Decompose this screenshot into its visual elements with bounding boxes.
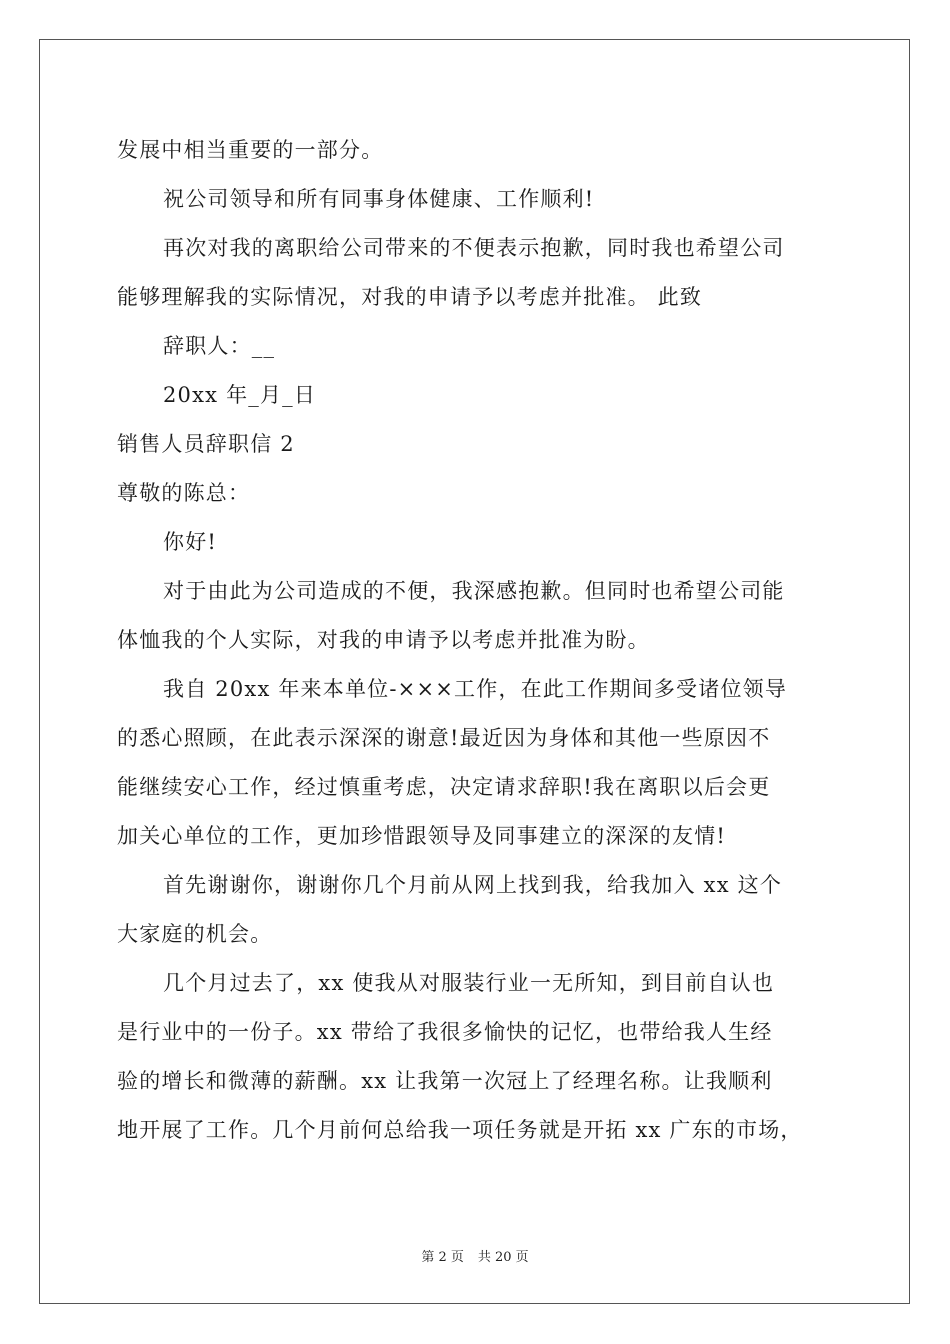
text-line: 的悉心照顾，在此表示深深的谢意!最近因为身体和其他一些原因不 — [117, 726, 771, 750]
text-line: 我自 20xx 年来本单位-×××工作，在此工作期间多受诸位领导 — [163, 677, 788, 701]
text-line: 首先谢谢你，谢谢你几个月前从网上找到我，给我加入 xx 这个 — [163, 873, 783, 897]
text-line: 地开展了工作。几个月前何总给我一项任务就是开拓 xx 广东的市场， — [117, 1118, 803, 1142]
page-number: 第 2 页 — [421, 1250, 464, 1265]
text-line: 体恤我的个人实际，对我的申请予以考虑并批准为盼。 — [117, 628, 650, 652]
document-body — [117, 126, 833, 1155]
text-line: 能够理解我的实际情况，对我的申请予以考虑并批准。 此致 — [117, 285, 703, 309]
text-line: 加关心单位的工作，更加珍惜跟领导及同事建立的深深的友情! — [117, 824, 727, 848]
greeting: 你好! — [163, 530, 218, 554]
page-footer — [0, 1246, 950, 1265]
text-line: 发展中相当重要的一部分。 — [117, 138, 384, 162]
date-line: 20xx 年_月_日 — [163, 383, 317, 407]
page-total: 共 20 页 — [477, 1250, 529, 1265]
text-line: 大家庭的机会。 — [117, 922, 273, 946]
section-title: 销售人员辞职信 2 — [117, 432, 295, 456]
signature-line: 辞职人：__ — [163, 334, 276, 358]
text-line: 能继续安心工作，经过慎重考虑，决定请求辞职!我在离职以后会更 — [117, 775, 771, 799]
text-line: 祝公司领导和所有同事身体健康、工作顺利! — [163, 187, 595, 211]
text-line: 再次对我的离职给公司带来的不便表示抱歉，同时我也希望公司 — [163, 236, 785, 260]
text-line: 验的增长和微薄的薪酬。xx 让我第一次冠上了经理名称。让我顺利 — [117, 1069, 773, 1093]
text-line: 对于由此为公司造成的不便，我深感抱歉。但同时也希望公司能 — [163, 579, 785, 603]
text-line: 几个月过去了，xx 使我从对服装行业一无所知，到目前自认也 — [163, 971, 775, 995]
salutation: 尊敬的陈总： — [117, 481, 251, 505]
text-line: 是行业中的一份子。xx 带给了我很多愉快的记忆，也带给我人生经 — [117, 1020, 773, 1044]
